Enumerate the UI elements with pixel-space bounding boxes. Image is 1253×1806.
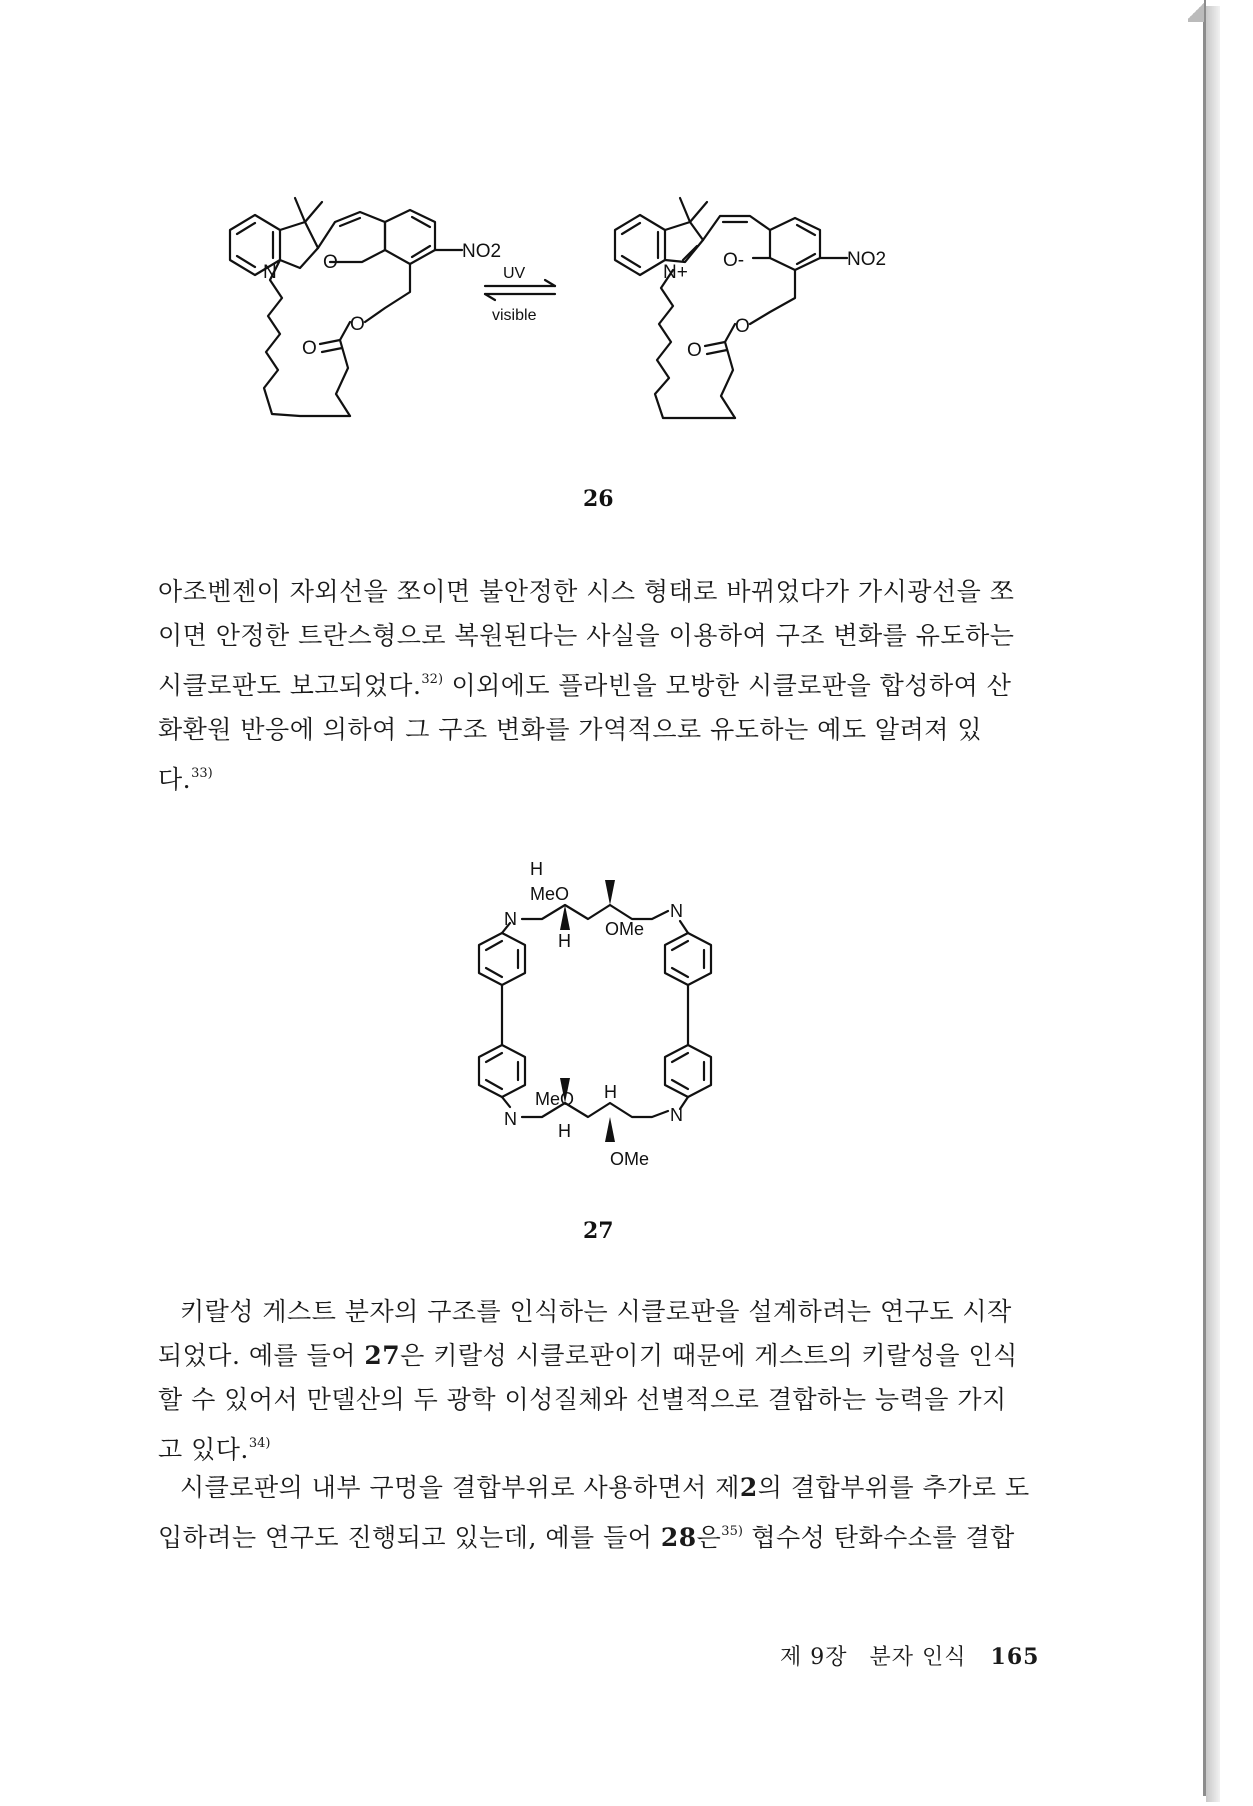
page-footer: [780, 1640, 1039, 1671]
footer-chapter: 제 9장: [780, 1645, 848, 1670]
p3-bold-2: 2: [739, 1473, 758, 1502]
p1-line3: [158, 658, 1048, 708]
p3-line2b: 은: [696, 1523, 722, 1552]
figure-26-structure: [200, 180, 1020, 480]
p1-line3a: 시클로판도 보고되었다.: [158, 671, 422, 700]
ester-o-left: O: [350, 314, 365, 335]
label-bot-h2: H: [604, 1082, 617, 1102]
o-minus-atom-right: O-: [723, 250, 745, 271]
label-n-tl: N: [504, 909, 517, 929]
page-corner: [1188, 0, 1204, 22]
paragraph-1: [158, 570, 1048, 802]
p2-line1: 키랄성 게스트 분자의 구조를 인식하는 시클로판을 설계하려는 연구도 시작: [180, 1297, 1012, 1326]
label-top-h2: H: [558, 931, 571, 951]
o-atom-left: O: [323, 252, 338, 273]
p3-line1a: 시클로판의 내부 구멍을 결합부위로 사용하면서 제: [180, 1473, 740, 1502]
spiropyran-closed-form: [230, 198, 501, 416]
label-n-br: N: [670, 1105, 683, 1125]
p3-bold-28: 28: [660, 1523, 697, 1552]
compound-27-label: 27: [583, 1218, 614, 1244]
p1-line4: 화환원 반응에 의하여 그 구조 변화를 가역적으로 유도하는 예도 알려져 있: [158, 715, 982, 744]
p2-line2b: 은 키랄성 시클로판이기 때문에 게스트의 키랄성을 인식: [400, 1341, 1018, 1370]
label-bot-ome: OMe: [610, 1149, 650, 1169]
merocyanine-open-form: [615, 198, 886, 418]
equilibrium-arrows: [485, 265, 555, 324]
compound-26-label: 26: [583, 486, 614, 512]
p3-line2c: 협수성 탄화수소를 결합: [742, 1523, 1015, 1552]
p2-line4: [158, 1422, 1048, 1472]
n-atom-left: N: [263, 262, 277, 283]
p3-line2: [158, 1510, 1048, 1560]
ref-33: 33): [191, 766, 213, 781]
label-top-h: H: [530, 859, 543, 879]
visible-label: visible: [492, 307, 537, 324]
ester-o-right: O: [735, 316, 750, 337]
label-bot-meo: MeO: [535, 1089, 575, 1109]
p3-line1: [158, 1466, 1048, 1510]
p2-bold-27: 27: [364, 1341, 401, 1370]
ref-32: 32): [421, 672, 444, 687]
ref-35: 35): [721, 1524, 743, 1539]
page-shadow: [1206, 6, 1220, 1802]
footer-title: 분자 인식: [869, 1645, 967, 1670]
label-n-tr: N: [670, 901, 683, 921]
p1-line1: 아조벤젠이 자외선을 쪼이면 불안정한 시스 형태로 바뀌었다가 가시광선을 쪼: [158, 577, 1015, 606]
figure-27-structure: [430, 855, 760, 1210]
paragraph-2: [158, 1290, 1048, 1472]
no2-right: NO2: [847, 249, 887, 270]
paragraph-3: [158, 1466, 1048, 1560]
n-plus-atom-right: N+: [663, 262, 688, 283]
p1-line3b: 이외에도 플라빈을 모방한 시클로판을 합성하여 산: [443, 671, 1012, 700]
carbonyl-o-left: O: [302, 338, 317, 359]
label-top-meo: MeO: [530, 884, 570, 904]
label-bot-h: H: [558, 1121, 571, 1141]
p2-line2a: 되었다. 예를 들어: [158, 1341, 365, 1370]
cyclophane-27: [479, 859, 711, 1169]
p3-line1b: 의 결합부위를 추가로 도: [757, 1473, 1030, 1502]
carbonyl-o-right: O: [687, 340, 702, 361]
label-top-ome: OMe: [605, 919, 645, 939]
p1-line2: 이면 안정한 트란스형으로 복원된다는 사실을 이용하여 구조 변화를 유도하는: [158, 621, 1015, 650]
label-n-bl: N: [504, 1109, 517, 1129]
p2-line2: [158, 1334, 1048, 1378]
p2-line3: 할 수 있어서 만델산의 두 광학 이성질체와 선별적으로 결합하는 능력을 가지: [158, 1385, 1007, 1414]
uv-label: UV: [503, 265, 526, 282]
page-number: 165: [990, 1644, 1040, 1670]
p2-line4-text: 고 있다.: [158, 1435, 249, 1464]
ref-34: 34): [248, 1436, 271, 1451]
no2-left: NO2: [462, 241, 502, 262]
p3-line2a: 입하려는 연구도 진행되고 있는데, 예를 들어: [158, 1523, 661, 1552]
p1-line5: [158, 752, 1048, 802]
p1-line5-text: 다.: [158, 765, 192, 794]
